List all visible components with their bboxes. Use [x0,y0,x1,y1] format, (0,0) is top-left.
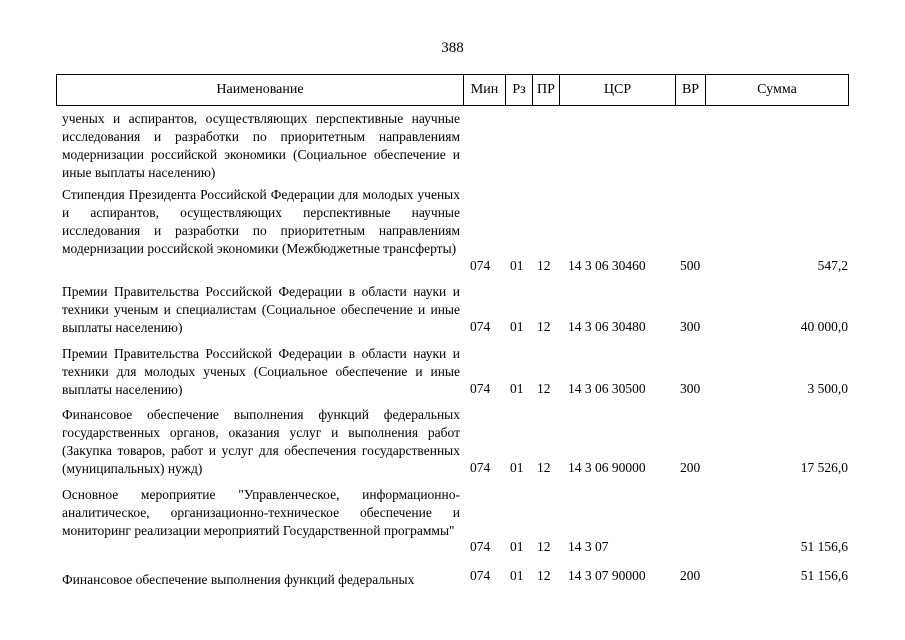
row-vr: 200 [680,568,701,583]
row-csr: 14 3 06 90000 [568,460,646,475]
row-min: 074 [470,258,491,273]
row-sum: 40 000,0 [800,319,848,334]
row-csr: 14 3 06 30500 [568,381,646,396]
row-name: Финансовое обеспечение выполнения функций федеральных [62,572,415,587]
row-vr: 500 [680,258,701,273]
row-rz: 01 [510,319,524,334]
row-min: 074 [470,568,491,583]
row-sum: 547,2 [817,258,848,273]
row-rz: 01 [510,460,524,475]
row-min: 074 [470,539,491,554]
header-rz: Рз [506,75,533,105]
row-name: Премии Правительства Российской Федерации в области науки и техники для молодых ученых (Социальное обеспечение и иные выплаты населению) [62,346,460,397]
row-pr: 12 [537,381,551,396]
row-name: Основное мероприятие "Управленческое, информационно-аналитическое, организационно-техническое обеспечение и мониторинг реализации мероприятий Государственной программы" [62,487,460,538]
row-csr: 14 3 06 30480 [568,319,646,334]
row-sum: 51 156,6 [800,539,848,554]
row-pr: 12 [537,539,551,554]
row-csr: 14 3 06 30460 [568,258,646,273]
header-csr: ЦСР [560,75,676,105]
row-pr: 12 [537,258,551,273]
row-sum: 17 526,0 [800,460,848,475]
row-rz: 01 [510,258,524,273]
page-number: 388 [441,40,464,56]
header-name: Наименование [57,75,464,105]
row-name: Стипендия Президента Российской Федерации для молодых ученых и аспирантов, осуществляющих перспективные научные исследования и разработки по приоритетным направлениям модернизации российской экономики (Межбюджетные трансферты) [62,187,460,256]
row-vr: 300 [680,319,701,334]
row-min: 074 [470,381,491,396]
row-min: 074 [470,319,491,334]
row-min: 074 [470,460,491,475]
table-header [56,74,849,106]
row-pr: 12 [537,319,551,334]
row-name: ученых и аспирантов, осуществляющих перспективные научные исследования и разработки по приоритетным направлениям модернизации российской экономики (Социальное обеспечение и иные выплаты населению) [62,111,460,180]
row-name: Премии Правительства Российской Федерации в области науки и техники ученым и специалистам (Социальное обеспечение и иные выплаты населению) [62,284,460,335]
header-pr: ПР [533,75,560,105]
row-csr: 14 3 07 90000 [568,568,646,583]
row-sum: 51 156,6 [800,568,848,583]
header-vr: ВР [676,75,706,105]
row-csr: 14 3 07 [568,539,609,554]
row-rz: 01 [510,568,524,583]
row-vr: 200 [680,460,701,475]
header-sum: Сумма [757,82,797,97]
row-vr: 300 [680,381,701,396]
row-name: Финансовое обеспечение выполнения функций федеральных государственных органов, оказания услуг и выполнения работ (Закупка товаров, работ и услуг для обеспечения государственных (муниципальных) нужд) [62,407,460,476]
row-rz: 01 [510,381,524,396]
row-pr: 12 [537,568,551,583]
row-sum: 3 500,0 [807,381,848,396]
header-min: Мин [464,75,506,105]
row-rz: 01 [510,539,524,554]
row-pr: 12 [537,460,551,475]
